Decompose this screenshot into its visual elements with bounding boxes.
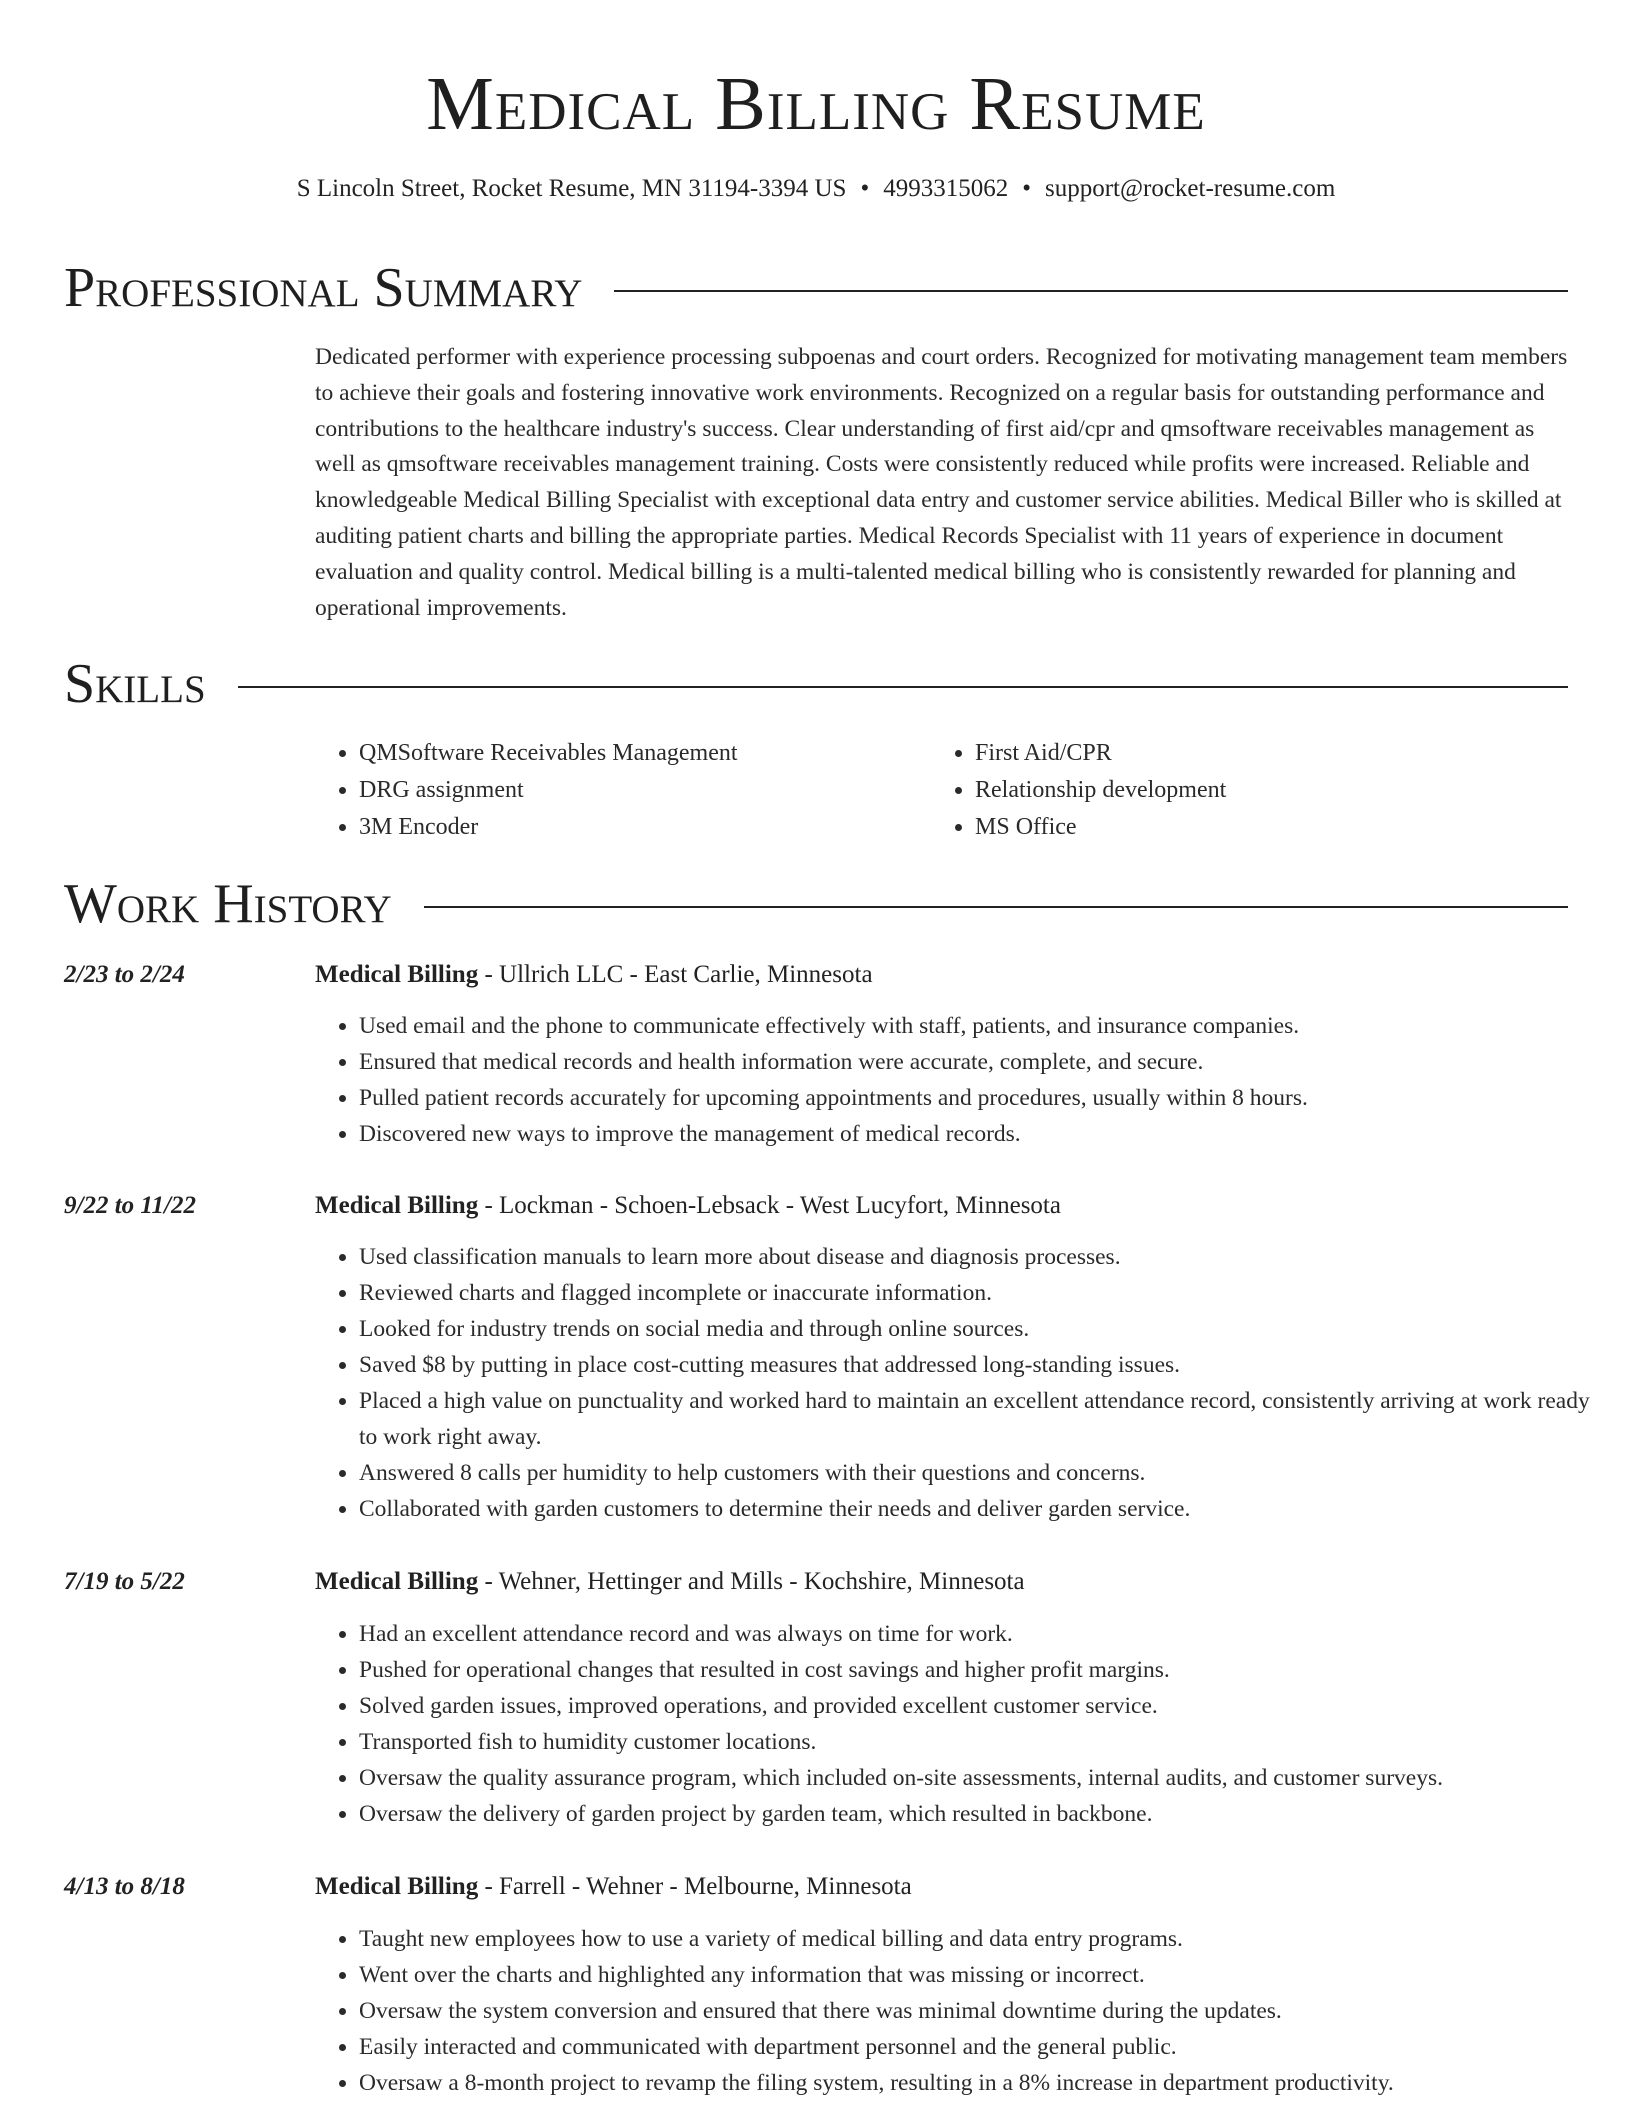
job-bullet: • Transported fish to humidity customer locations. (359, 1724, 1611, 1760)
section-divider (614, 290, 1568, 292)
job-bullet: • Oversaw the system conversion and ensured that there was minimal downtime during the updates. (359, 1993, 1611, 2029)
summary-paragraph: Dedicated performer with experience processing subpoenas and court orders. Recognized for motivating management team members to achieve their goals and fostering innovative work environments. Recognized on a regular basis for outstanding performance and contributions to the healthcare industry's success. Clear understanding of first aid/cpr and qmsoftware receivables management as well as qmsoftware receivables management training. Costs were consistently reduced while profits were increased. Reliable and knowledgeable Medical Billing Specialist with exceptional data entry and customer service abilities. Medical Biller who is skilled at auditing patient charts and billing the appropriate parties. Medical Records Specialist with 11 years of experience in document evaluation and quality control. Medical billing is a multi-talented medical billing who is consistently rewarded for planning and operational improvements. (315, 344, 1568, 621)
job-bullet: • Looked for industry trends on social media and through online sources. (359, 1311, 1611, 1347)
job-title-line (315, 958, 873, 992)
job-title-line (315, 1565, 1025, 1599)
job-title: Medical Billing (315, 1192, 479, 1219)
job-bullet: • Went over the charts and highlighted any information that was missing or incorrect. (359, 1957, 1611, 1993)
job-title-line (315, 1189, 1061, 1223)
section-divider (238, 686, 1568, 688)
section-header-summary (64, 256, 1568, 320)
job-bullet: • Oversaw the delivery of garden project by garden team, which resulted in backbone. (359, 1796, 1611, 1832)
section-title-work: Work History (64, 873, 392, 935)
job-bullet: • Used email and the phone to communicate effectively with staff, patients, and insurance companies. (359, 1008, 1611, 1044)
contact-separator: • (860, 175, 870, 202)
job-bullet: • Collaborated with garden customers to determine their needs and deliver garden service. (359, 1491, 1611, 1527)
job-title: Medical Billing (315, 961, 479, 988)
contact-phone: 4993315062 (883, 175, 1009, 202)
skill-item: • Relationship development (975, 772, 1226, 809)
job-dates: 7/19 to 5/22 (64, 1568, 185, 1595)
job-bullet-list (315, 1921, 1611, 2101)
job-employer: - Farrell - Wehner - Melbourne, Minnesota (478, 1873, 912, 1900)
section-header-skills (64, 652, 1568, 716)
job-dates: 4/13 to 8/18 (64, 1873, 185, 1900)
resume-title: Medical Billing Resume (426, 62, 1206, 146)
job-bullet: • Pushed for operational changes that resulted in cost savings and higher profit margins. (359, 1652, 1611, 1688)
job-bullet: • Taught new employees how to use a variety of medical billing and data entry programs. (359, 1921, 1611, 1957)
job-title: Medical Billing (315, 1873, 479, 1900)
skill-item: • MS Office (975, 809, 1226, 846)
job-title-line (315, 1870, 912, 1904)
job-bullet: • Ensured that medical records and health information were accurate, complete, and secure. (359, 1044, 1611, 1080)
job-bullet: • Pulled patient records accurately for upcoming appointments and procedures, usually within 8 hours. (359, 1080, 1611, 1116)
contact-address: S Lincoln Street, Rocket Resume, MN 31194-3394 US (296, 175, 847, 202)
job-bullet: • Easily interacted and communicated with department personnel and the general public. (359, 2029, 1611, 2065)
section-divider (424, 906, 1568, 908)
section-title-skills: Skills (64, 653, 206, 715)
job-bullet: • Oversaw the quality assurance program, which included on-site assessments, internal audits, and customer surveys. (359, 1760, 1611, 1796)
job-dates: 9/22 to 11/22 (64, 1192, 196, 1219)
skill-item: • 3M Encoder (359, 809, 738, 846)
job-bullet-list (315, 1008, 1611, 1152)
section-title-summary: Professional Summary (64, 257, 583, 319)
job-employer: - Wehner, Hettinger and Mills - Kochshire, Minnesota (478, 1568, 1025, 1595)
skill-item: • DRG assignment (359, 772, 738, 809)
skills-list-right (931, 735, 1226, 846)
job-bullet: • Had an excellent attendance record and was always on time for work. (359, 1616, 1611, 1652)
contact-separator: • (1022, 175, 1031, 202)
job-bullet-list (315, 1239, 1611, 1527)
job-bullet: • Used classification manuals to learn more about disease and diagnosis processes. (359, 1239, 1611, 1275)
job-bullet: • Reviewed charts and flagged incomplete or inaccurate information. (359, 1275, 1611, 1311)
job-bullet-list (315, 1616, 1611, 1832)
job-bullet: • Discovered new ways to improve the management of medical records. (359, 1116, 1611, 1152)
skills-list-left (315, 735, 738, 846)
job-employer: - Lockman - Schoen-Lebsack - West Lucyfort, Minnesota (478, 1192, 1061, 1219)
skill-item: • QMSoftware Receivables Management (359, 735, 738, 772)
job-employer: - Ullrich LLC - East Carlie, Minnesota (478, 961, 873, 988)
job-dates: 2/23 to 2/24 (64, 961, 185, 988)
job-bullet: • Saved $8 by putting in place cost-cutting measures that addressed long-standing issues. (359, 1347, 1611, 1383)
job-bullet: • Placed a high value on punctuality and worked hard to maintain an excellent attendance record, consistently arriving at work ready to work right away. (359, 1383, 1611, 1455)
skill-item: • First Aid/CPR (975, 735, 1226, 772)
job-bullet: • Answered 8 calls per humidity to help customers with their questions and concerns. (359, 1455, 1611, 1491)
contact-email: support@rocket-resume.com (1044, 175, 1336, 202)
section-header-work (64, 872, 1568, 936)
job-title: Medical Billing (315, 1568, 479, 1595)
contact-line (0, 172, 1632, 206)
job-bullet: • Oversaw a 8-month project to revamp the filing system, resulting in a 8% increase in department productivity. (359, 2065, 1611, 2101)
job-bullet: • Solved garden issues, improved operations, and provided excellent customer service. (359, 1688, 1611, 1724)
